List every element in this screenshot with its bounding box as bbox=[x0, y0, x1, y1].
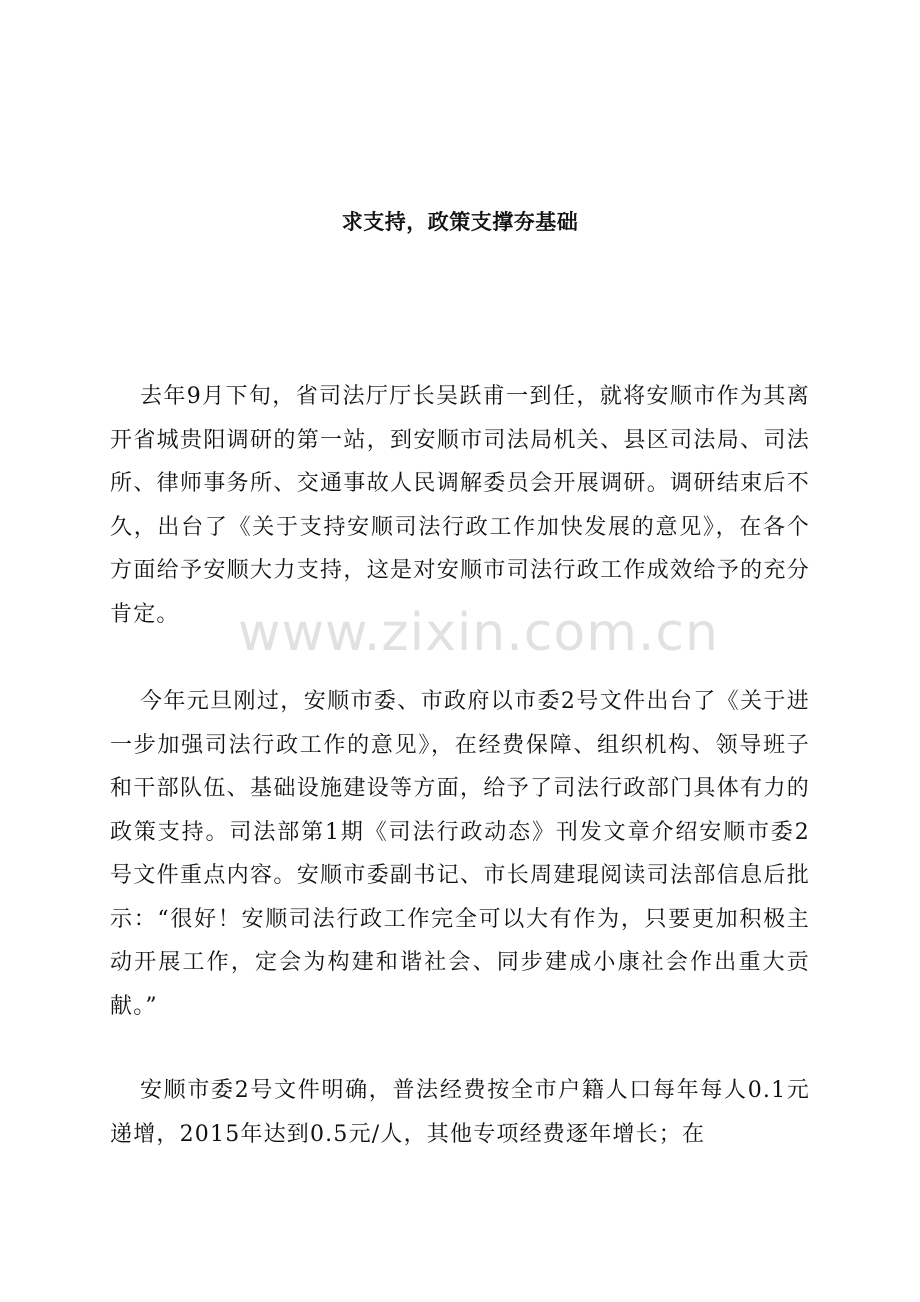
document-title: 求支持，政策支撑夯基础 bbox=[341, 210, 579, 234]
watermark: www.zixin.com.cn bbox=[238, 603, 719, 663]
paragraph-1: 去年9月下旬，省司法厅厅长吴跃甫一到任，就将安顺市作为其离开省城贵阳调研的第一站，到安顺市司法局机关、县区司法局、司法所、律师事务所、交通事故人民调解委员会开展调研。调研结束后不久，出台了《关于支持安顺司法行政工作加快发展的意见》，在各个方面给予安顺大力支持，这是对安顺市司法行政工作成效给予的充分肯定。 bbox=[110, 384, 810, 627]
paragraph-2: 今年元旦刚过，安顺市委、市政府以市委2号文件出台了《关于进一步加强司法行政工作的意见》，在经费保障、组织机构、领导班子和干部队伍、基础设施建设等方面，给予了司法行政部门具体有力的政策支持。司法部第1期《司法行政动态》刊发文章介绍安顺市委2号文件重点内容。安顺市委副书记、市长周建琨阅读司法部信息后批示：“很好！安顺司法行政工作完全可以大有作为，只要更加积极主动开展工作，定会为构建和谐社会、同步建成小康社会作出重大贡献。” bbox=[110, 689, 810, 1019]
paragraph-3: 安顺市委2号文件明确，普法经费按全市户籍人口每年每人0.1元递增，2015年达到0.5元/人，其他专项经费逐年增长；在 bbox=[110, 1078, 810, 1147]
